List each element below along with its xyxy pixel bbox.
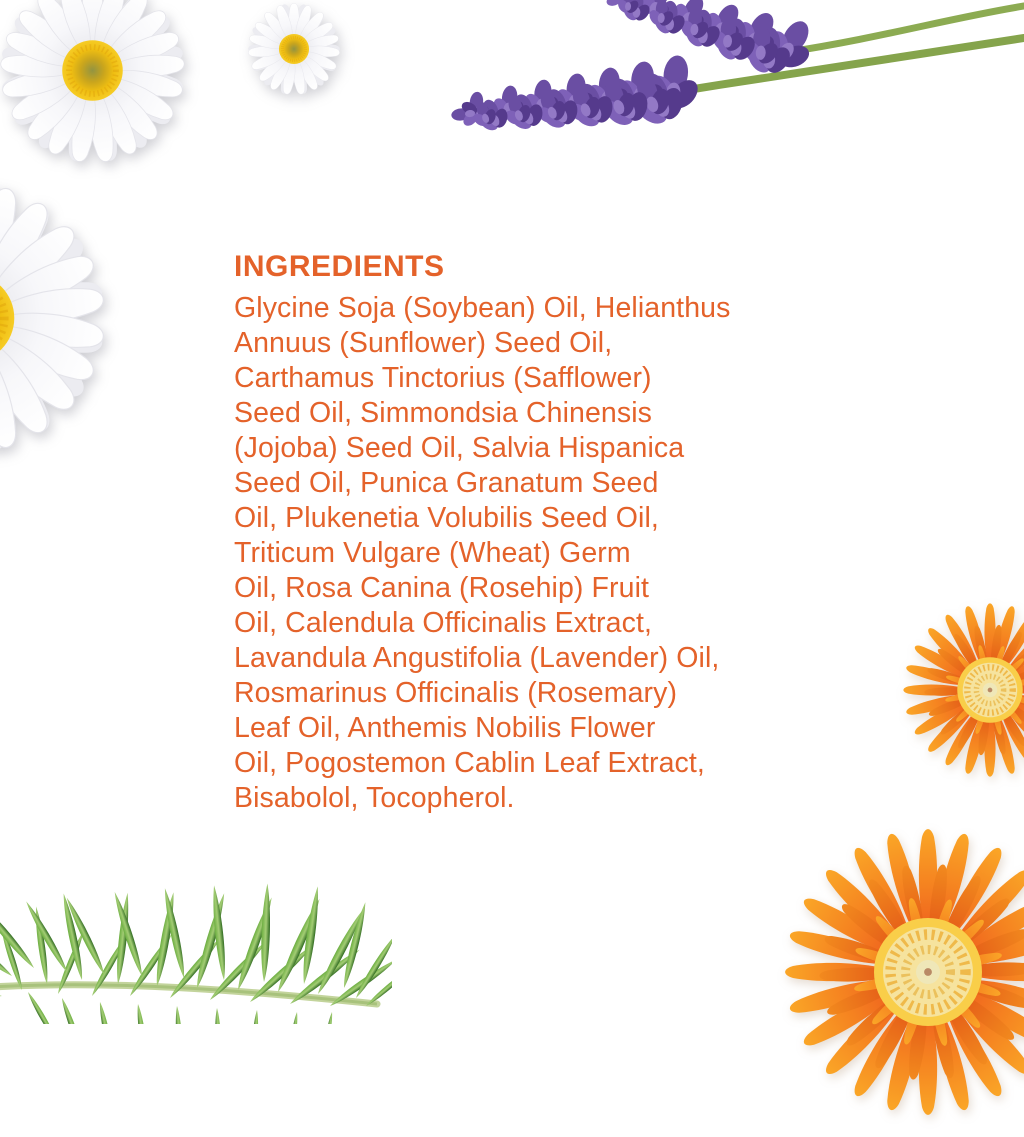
rosemary-sprig-image	[0, 872, 392, 1024]
ingredients-heading: INGREDIENTS	[234, 250, 445, 283]
ingredient-line: Lavandula Angustifolia (Lavender) Oil,	[234, 642, 720, 674]
lavender-stem	[675, 38, 1024, 92]
daisy-center	[279, 34, 309, 64]
calendula-right-image	[890, 590, 1024, 790]
ingredient-line: Rosmarinus Officinalis (Rosemary)	[234, 677, 678, 709]
ingredient-line: Bisabolol, Tocopherol.	[234, 782, 515, 814]
ingredient-line: Seed Oil, Simmondsia Chinensis	[234, 397, 653, 429]
ingredient-line: (Jojoba) Seed Oil, Salvia Hispanica	[234, 432, 685, 464]
calendula-bottom-right-image	[763, 807, 1024, 1137]
ingredient-line: Oil, Calendula Officinalis Extract,	[234, 607, 652, 639]
daisy-center	[0, 274, 14, 363]
daisy-center	[62, 40, 123, 101]
lavender-sprigs-image	[440, 0, 1024, 160]
ingredient-line: Oil, Plukenetia Volubilis Seed Oil,	[234, 502, 659, 534]
ingredient-line: Seed Oil, Punica Granatum Seed	[234, 467, 659, 499]
daisy-half-left-image	[0, 168, 120, 468]
rosemary-stem	[0, 985, 377, 1004]
ingredient-line: Glycine Soja (Soybean) Oil, Helianthus	[234, 292, 731, 324]
daisy-large-image	[0, 0, 195, 173]
lavender-stem	[788, 6, 1024, 52]
ingredient-line: Annuus (Sunflower) Seed Oil,	[234, 327, 613, 359]
ingredient-line: Leaf Oil, Anthemis Nobilis Flower	[234, 712, 656, 744]
ingredient-line: Carthamus Tinctorius (Safflower)	[234, 362, 652, 394]
ingredient-line: Oil, Pogostemon Cablin Leaf Extract,	[234, 747, 705, 779]
ingredient-line: Oil, Rosa Canina (Rosehip) Fruit	[234, 572, 650, 604]
daisy-small-image	[243, 0, 345, 100]
ingredient-line: Triticum Vulgare (Wheat) Germ	[234, 537, 631, 569]
ingredients-panel	[234, 252, 854, 816]
